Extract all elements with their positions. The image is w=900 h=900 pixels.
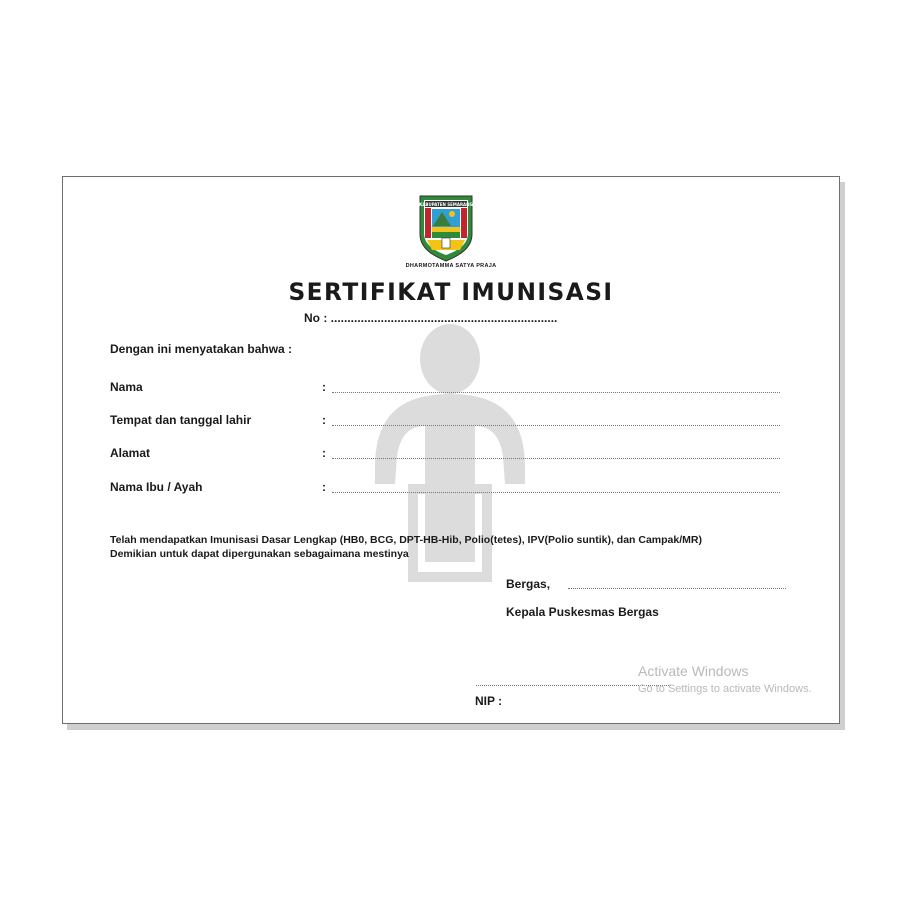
field-colon: :	[322, 413, 326, 427]
date-dotted-line	[568, 588, 786, 589]
field-label: Tempat dan tanggal lahir	[110, 413, 252, 427]
certificate-number: No : ....................................................................	[304, 311, 558, 325]
field-row-alamat	[110, 446, 790, 462]
activate-windows-title: Activate Windows	[638, 663, 749, 679]
field-row-nama	[110, 380, 790, 396]
field-dotted-line	[332, 425, 780, 426]
field-colon: :	[322, 446, 326, 460]
field-label: Alamat	[110, 446, 151, 460]
immunization-statement	[110, 533, 702, 561]
statement-line-2: Demikian untuk dapat dipergunakan sebagaimana mestinya	[110, 548, 409, 560]
field-colon: :	[322, 480, 326, 494]
place-label: Bergas,	[506, 577, 551, 591]
field-dotted-line	[332, 458, 780, 459]
activate-windows-subtitle[interactable]: Go to Settings to activate Windows.	[638, 683, 812, 695]
certificate-title: SERTIFIKAT IMUNISASI	[288, 278, 614, 306]
field-dotted-line	[332, 392, 780, 393]
statement-line-1: Telah mendapatkan Imunisasi Dasar Lengkap (HB0, BCG, DPT-HB-Hib, Polio(tetes), IPV(Polio suntik), dan Campak/MR)	[110, 534, 702, 546]
emblem-motto: DHARMOTAMMA SATYA PRAJA	[405, 263, 497, 269]
emblem-text: KABUPATEN SEMARANG	[419, 201, 473, 207]
field-label: Nama Ibu / Ayah	[110, 480, 203, 494]
signatory-title: Kepala Puskesmas Bergas	[506, 605, 659, 619]
field-colon: :	[322, 380, 326, 394]
kabupaten-semarang-emblem	[418, 194, 474, 262]
nip-label: NIP :	[475, 694, 503, 708]
field-row-nama-ibu-ayah	[110, 480, 790, 496]
field-row-tempat-tanggal-lahir	[110, 413, 790, 429]
field-label: Nama	[110, 380, 143, 394]
certificate-card	[62, 176, 840, 724]
intro-text: Dengan ini menyatakan bahwa :	[110, 342, 293, 356]
field-dotted-line	[332, 492, 780, 493]
